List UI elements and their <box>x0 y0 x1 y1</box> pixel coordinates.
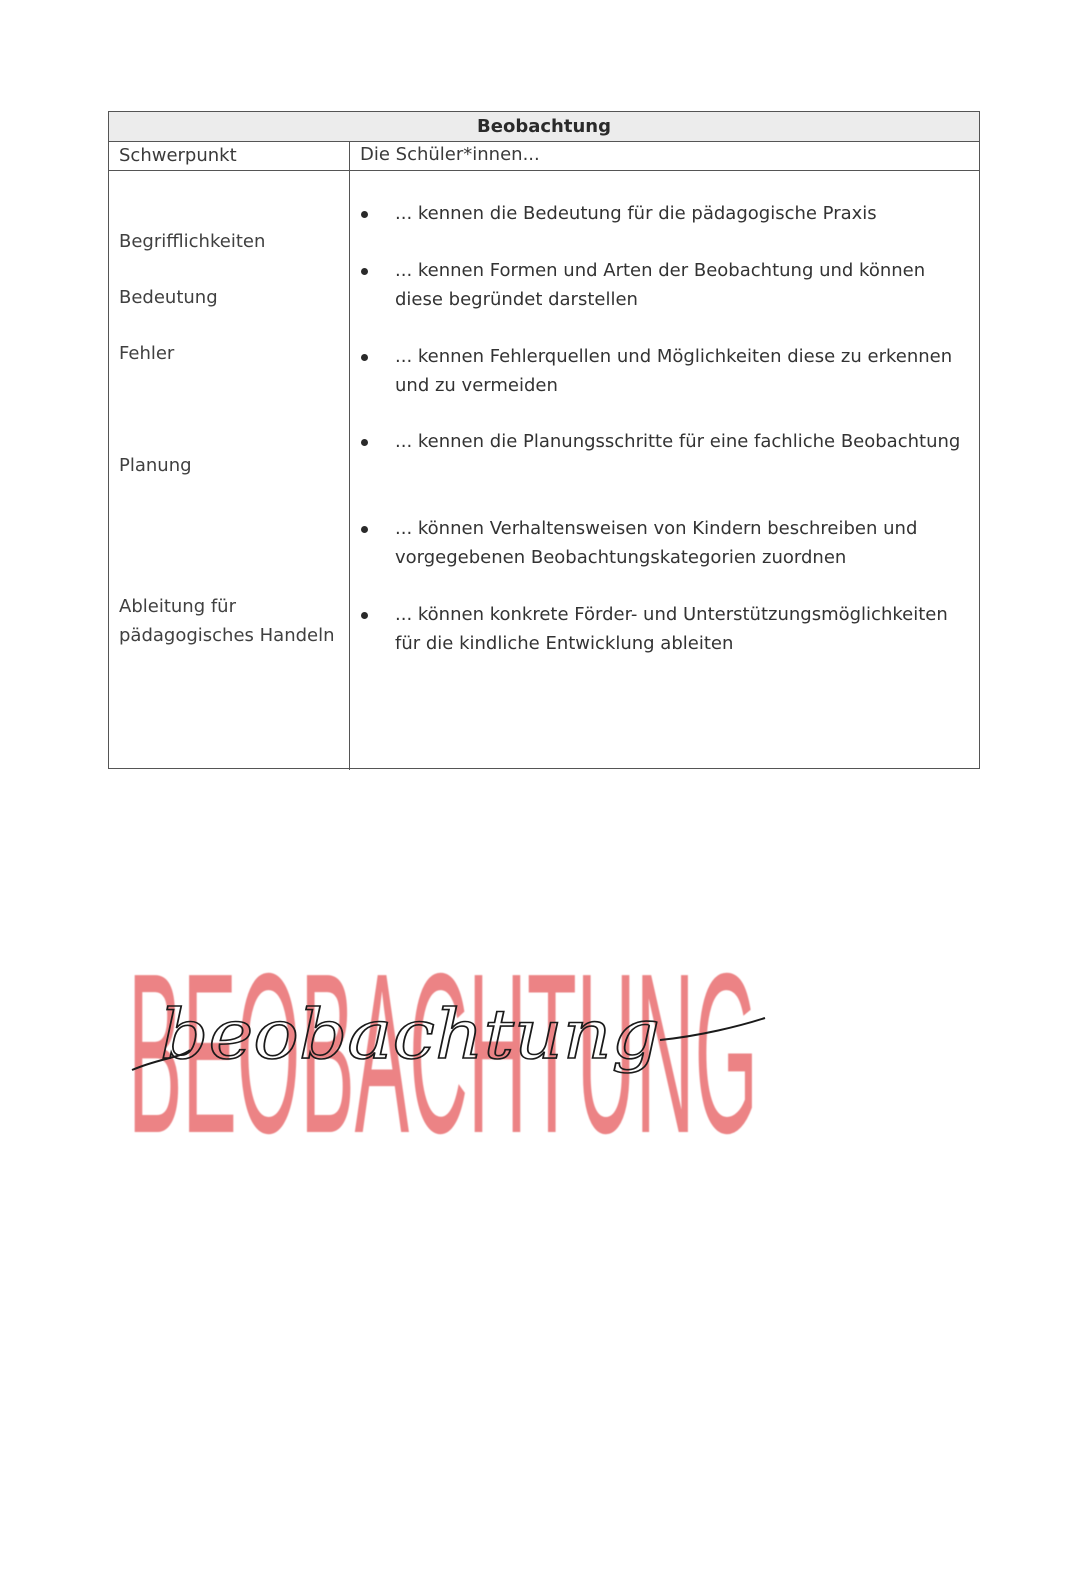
focus-point-item: Planung <box>119 455 192 476</box>
column-divider <box>349 142 350 770</box>
table-title: Beobachtung <box>109 112 979 142</box>
competency-text: ... kennen Formen und Arten der Beobachtung und können diese begründet darstellen <box>395 260 926 310</box>
competency-item: ... kennen die Bedeutung für die pädagogische Praxis <box>395 203 877 224</box>
competency-text: ... können konkrete Förder- und Unterstützungsmöglichkeiten für die kindliche Entwicklung ableiten <box>395 604 948 654</box>
table-header-row <box>109 142 979 171</box>
focus-point-item: Ableitung für pädagogisches Handeln <box>119 596 335 646</box>
competency-item <box>395 257 965 314</box>
bullet-point <box>361 354 368 361</box>
column-header-focus: Schwerpunkt <box>119 145 237 166</box>
script-lettering: beobachtung <box>160 996 660 1075</box>
focus-point-item: Fehler <box>119 343 175 364</box>
competency-item <box>395 428 965 457</box>
focus-point-item: Bedeutung <box>119 287 218 308</box>
competency-item <box>395 601 965 658</box>
bullet-point <box>361 612 368 619</box>
block-lettering: BEOBACHTUNG <box>128 940 758 1160</box>
bullet-point <box>361 526 368 533</box>
competency-item <box>395 343 965 400</box>
beobachtung-lettering <box>120 940 780 1160</box>
bullet-point <box>361 268 368 275</box>
competency-item <box>395 515 965 572</box>
column-header-competencies: Die Schüler*innen... <box>360 144 540 165</box>
competency-text: ... kennen Fehlerquellen und Möglichkeiten diese zu erkennen und zu vermeiden <box>395 346 953 396</box>
bullet-point <box>361 439 368 446</box>
learning-objectives-table <box>108 111 980 769</box>
competency-text: ... kennen die Planungsschritte für eine fachliche Beobachtung <box>395 431 961 452</box>
competency-text: ... können Verhaltensweisen von Kindern beschreiben und vorgegebenen Beobachtungskategorien zuordnen <box>395 518 918 568</box>
bullet-point <box>361 211 368 218</box>
focus-point-item: Begrifflichkeiten <box>119 231 266 252</box>
